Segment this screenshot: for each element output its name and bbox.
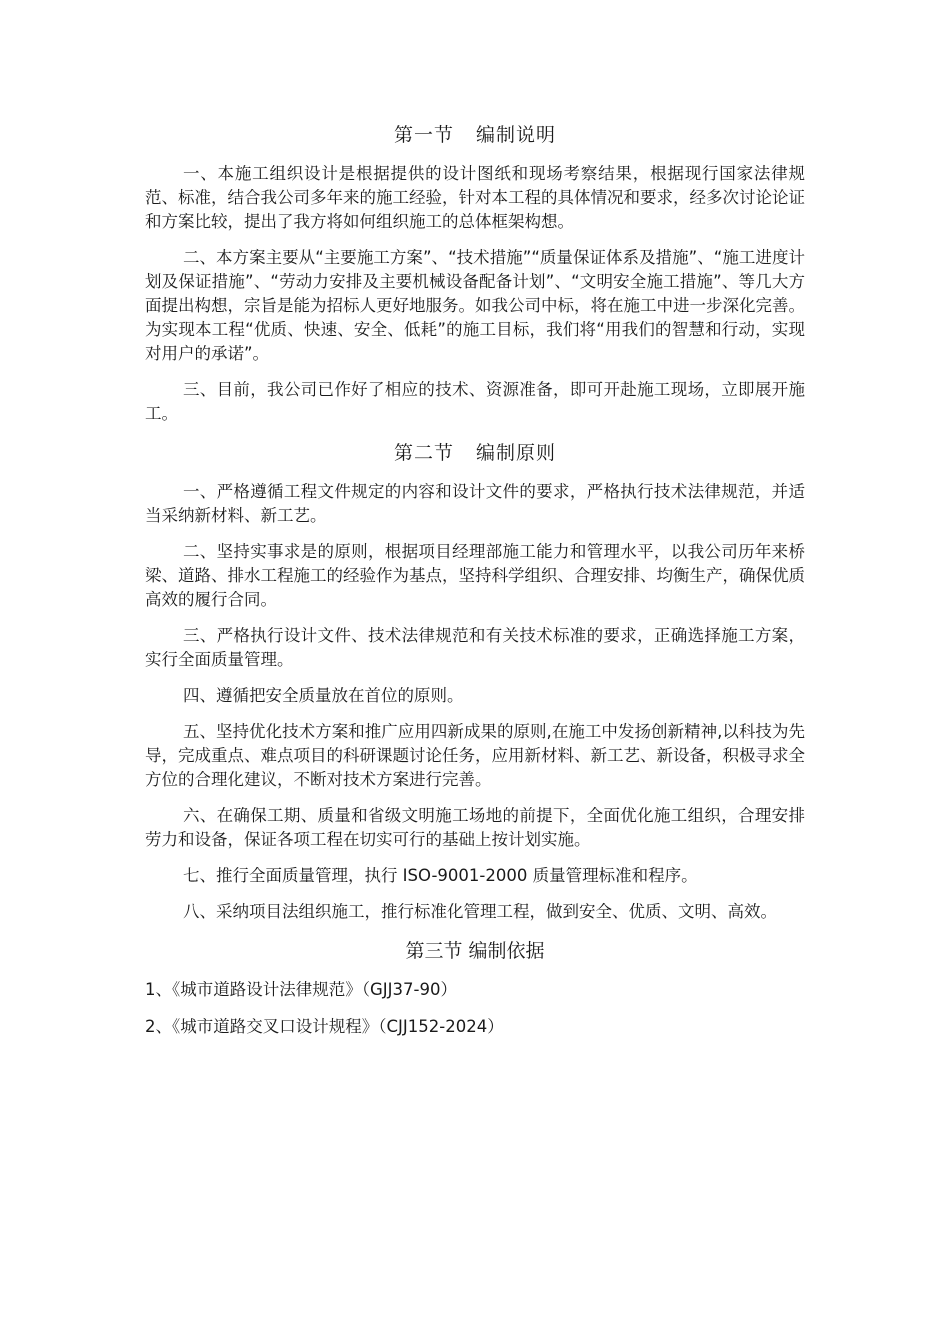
paragraph: 六、在确保工期、质量和省级文明施工场地的前提下，全面优化施工组织，合理安排劳力和设备，保证各项工程在切实可行的基础上按计划实施。 [145,806,805,849]
paragraph: 二、本方案主要从“主要施工方案”、“技术措施”“质量保证体系及措施”、“施工进度计划及保证措施”、“劳动力安排及主要机械设备配备计划”、“文明安全施工措施”、等几大方面提出构想，宗旨是能为招标人更好地服务。如我公司中标，将在施工中进一步深化完善。为实现本工程“优质、快速、安全、低耗”的施工目标，我们将“用我们的智慧和行动，实现对用户的承诺”。 [145,248,805,363]
paragraph: 七、推行全面质量管理，执行 ISO-9001-2000 质量管理标准和程序。 [182,866,698,885]
document-page [145,120,805,1052]
section-2-heading: 编制原则 [476,442,557,464]
section-1-heading: 编制说明 [476,124,557,146]
paragraph: 四、遵循把安全质量放在首位的原则。 [182,686,464,705]
section-1-number: 第一节 [393,124,454,146]
section-3-title: 第三节 编制依据 [405,940,545,962]
section-2-number: 第二节 [393,442,454,464]
section-1-title [145,120,805,150]
paragraph: 一、本施工组织设计是根据提供的设计图纸和现场考察结果，根据现行国家法律规范、标准，结合我公司多年来的施工经验，针对本工程的具体情况和要求，经多次讨论论证和方案比较，提出了我方将如何组织施工的总体框架构想。 [145,164,805,231]
paragraph: 五、坚持优化技术方案和推广应用四新成果的原则,在施工中发扬创新精神,以科技为先导，完成重点、难点项目的科研课题讨论任务，应用新材料、新工艺、新设备，积极寻求全方位的合理化建议，不断对技术方案进行完善。 [145,722,805,789]
paragraph: 三、目前，我公司已作好了相应的技术、资源准备，即可开赴施工现场，立即展开施工。 [145,380,805,423]
paragraph: 三、严格执行设计文件、技术法律规范和有关技术标准的要求，正确选择施工方案，实行全面质量管理。 [145,626,805,669]
paragraph: 二、坚持实事求是的原则，根据项目经理部施工能力和管理水平，以我公司历年来桥梁、道路、排水工程施工的经验作为基点，坚持科学组织、合理安排、均衡生产，确保优质高效的履行合同。 [145,542,805,609]
paragraph: 八、采纳项目法组织施工，推行标准化管理工程，做到安全、优质、文明、高效。 [182,902,777,921]
section-2-title [145,438,805,468]
paragraph: 一、严格遵循工程文件规定的内容和设计文件的要求，严格执行技术法律规范，并适当采纳新材料、新工艺。 [145,482,805,525]
reference-item: 1、《城市道路设计法律规范》（GJJ37-90） [145,980,457,999]
reference-item: 2、《城市道路交叉口设计规程》（CJJ152-2024） [145,1017,504,1036]
